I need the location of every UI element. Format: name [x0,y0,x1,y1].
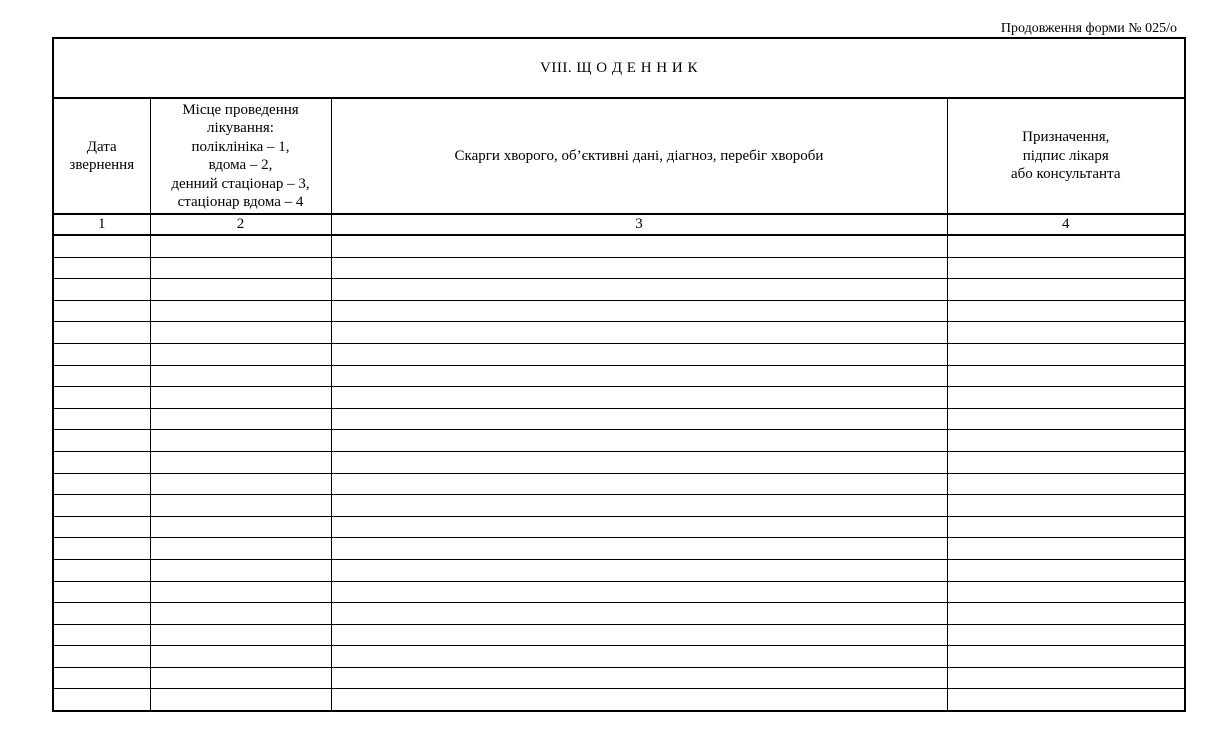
entry-cell-place[interactable] [150,322,331,344]
column-number-row [53,214,1185,235]
entry-cell-date[interactable] [53,646,150,668]
entry-cell-place[interactable] [150,279,331,301]
table-row [53,646,1185,668]
diary-title: VIII. Щ О Д Е Н Н И К [53,38,1185,98]
entry-cell-complaints[interactable] [331,279,947,301]
entry-cell-place[interactable] [150,581,331,603]
entry-cell-complaints[interactable] [331,646,947,668]
entry-cell-complaints[interactable] [331,408,947,430]
table-row [53,365,1185,387]
entry-cell-date[interactable] [53,430,150,452]
column-header-complaints-text: Скарги хворого, об’єктивні дані, діагноз, перебіг хвороби [454,147,824,164]
entry-cell-date[interactable] [53,451,150,473]
entry-cell-prescription[interactable] [947,257,1185,279]
entry-cell-date[interactable] [53,689,150,711]
entry-cell-complaints[interactable] [331,451,947,473]
entry-cell-place[interactable] [150,495,331,517]
entry-cell-complaints[interactable] [331,516,947,538]
entry-cell-prescription[interactable] [947,365,1185,387]
entry-cell-date[interactable] [53,667,150,689]
table-row [53,603,1185,625]
entry-cell-place[interactable] [150,300,331,322]
column-header-date-text: Дата звернення [69,138,135,173]
entry-cell-prescription[interactable] [947,451,1185,473]
table-row [53,451,1185,473]
entry-cell-date[interactable] [53,603,150,625]
entry-cell-date[interactable] [53,322,150,344]
table-row [53,387,1185,409]
column-number-3: 3 [331,214,947,235]
entry-cell-prescription[interactable] [947,516,1185,538]
entry-cell-complaints[interactable] [331,603,947,625]
entry-cell-complaints[interactable] [331,257,947,279]
entry-cell-prescription[interactable] [947,473,1185,495]
table-row [53,538,1185,560]
table-row [53,279,1185,301]
column-header-treatment-place-text: Місце проведення лікування: поліклініка – 1, вдома – 2, денний стаціонар – 3, стаціонар вдома – 4 [171,101,310,210]
entry-cell-date[interactable] [53,408,150,430]
column-header-date [53,98,150,214]
entry-cell-date[interactable] [53,538,150,560]
table-row [53,235,1185,257]
entry-cell-prescription[interactable] [947,559,1185,581]
column-number-2: 2 [150,214,331,235]
entry-cell-prescription[interactable] [947,408,1185,430]
entry-cell-date[interactable] [53,581,150,603]
entry-cell-place[interactable] [150,387,331,409]
entry-cell-place[interactable] [150,473,331,495]
entry-cell-date[interactable] [53,235,150,257]
table-row [53,322,1185,344]
column-header-complaints [331,98,947,214]
entry-cell-date[interactable] [53,516,150,538]
entry-cell-prescription[interactable] [947,279,1185,301]
column-number-4: 4 [947,214,1185,235]
entry-cell-complaints[interactable] [331,559,947,581]
entry-cell-place[interactable] [150,516,331,538]
entry-cell-complaints[interactable] [331,430,947,452]
column-header-prescription-text: Призначення, підпис лікаря або консультанта [1011,129,1121,183]
entry-cell-place[interactable] [150,343,331,365]
entry-cell-prescription[interactable] [947,387,1185,409]
entry-cell-complaints[interactable] [331,689,947,711]
entry-cell-date[interactable] [53,343,150,365]
table-row [53,689,1185,711]
entry-cell-prescription[interactable] [947,624,1185,646]
diary-table [52,37,1186,712]
entry-cell-date[interactable] [53,300,150,322]
table-row [53,495,1185,517]
entry-cell-complaints[interactable] [331,365,947,387]
entry-cell-place[interactable] [150,624,331,646]
entry-cell-place[interactable] [150,603,331,625]
entry-cell-place[interactable] [150,667,331,689]
table-row [53,343,1185,365]
entry-cell-date[interactable] [53,257,150,279]
entry-cell-prescription[interactable] [947,300,1185,322]
table-row [53,408,1185,430]
entry-cell-date[interactable] [53,387,150,409]
entry-cell-complaints[interactable] [331,322,947,344]
table-row [53,430,1185,452]
entry-cell-prescription[interactable] [947,495,1185,517]
entry-cell-date[interactable] [53,559,150,581]
entry-cell-place[interactable] [150,559,331,581]
entry-cell-place[interactable] [150,451,331,473]
entry-cell-place[interactable] [150,408,331,430]
table-row [53,300,1185,322]
entry-cell-prescription[interactable] [947,235,1185,257]
entry-cell-place[interactable] [150,257,331,279]
entry-cell-date[interactable] [53,495,150,517]
entry-cell-prescription[interactable] [947,667,1185,689]
entry-cell-prescription[interactable] [947,646,1185,668]
column-number-1: 1 [53,214,150,235]
entry-cell-complaints[interactable] [331,581,947,603]
entry-cell-place[interactable] [150,646,331,668]
entry-cell-complaints[interactable] [331,473,947,495]
title-row [53,38,1185,98]
entry-cell-complaints[interactable] [331,624,947,646]
header-row [53,98,1185,214]
entry-cell-prescription[interactable] [947,603,1185,625]
form-number-note: Продовження форми № 025/о [1000,21,1177,36]
entry-cell-prescription[interactable] [947,322,1185,344]
table-row [53,667,1185,689]
entry-cell-complaints[interactable] [331,538,947,560]
table-row [53,581,1185,603]
column-header-prescription [947,98,1185,214]
entry-cell-complaints[interactable] [331,667,947,689]
entry-cell-complaints[interactable] [331,495,947,517]
table-row [53,624,1185,646]
entry-cell-place[interactable] [150,689,331,711]
entry-cell-complaints[interactable] [331,387,947,409]
table-row [53,473,1185,495]
table-row [53,516,1185,538]
entry-cell-prescription[interactable] [947,581,1185,603]
entry-cell-complaints[interactable] [331,343,947,365]
entry-cell-date[interactable] [53,473,150,495]
table-row [53,559,1185,581]
entry-cell-prescription[interactable] [947,689,1185,711]
entry-cell-place[interactable] [150,365,331,387]
entry-cell-place[interactable] [150,538,331,560]
entry-cell-date[interactable] [53,365,150,387]
entry-cell-prescription[interactable] [947,430,1185,452]
column-header-treatment-place [150,98,331,214]
entry-cell-complaints[interactable] [331,235,947,257]
entry-cell-place[interactable] [150,235,331,257]
entry-cell-place[interactable] [150,430,331,452]
entry-cell-complaints[interactable] [331,300,947,322]
entry-cell-prescription[interactable] [947,343,1185,365]
entry-cell-date[interactable] [53,624,150,646]
table-row [53,257,1185,279]
entry-cell-date[interactable] [53,279,150,301]
entry-cell-prescription[interactable] [947,538,1185,560]
